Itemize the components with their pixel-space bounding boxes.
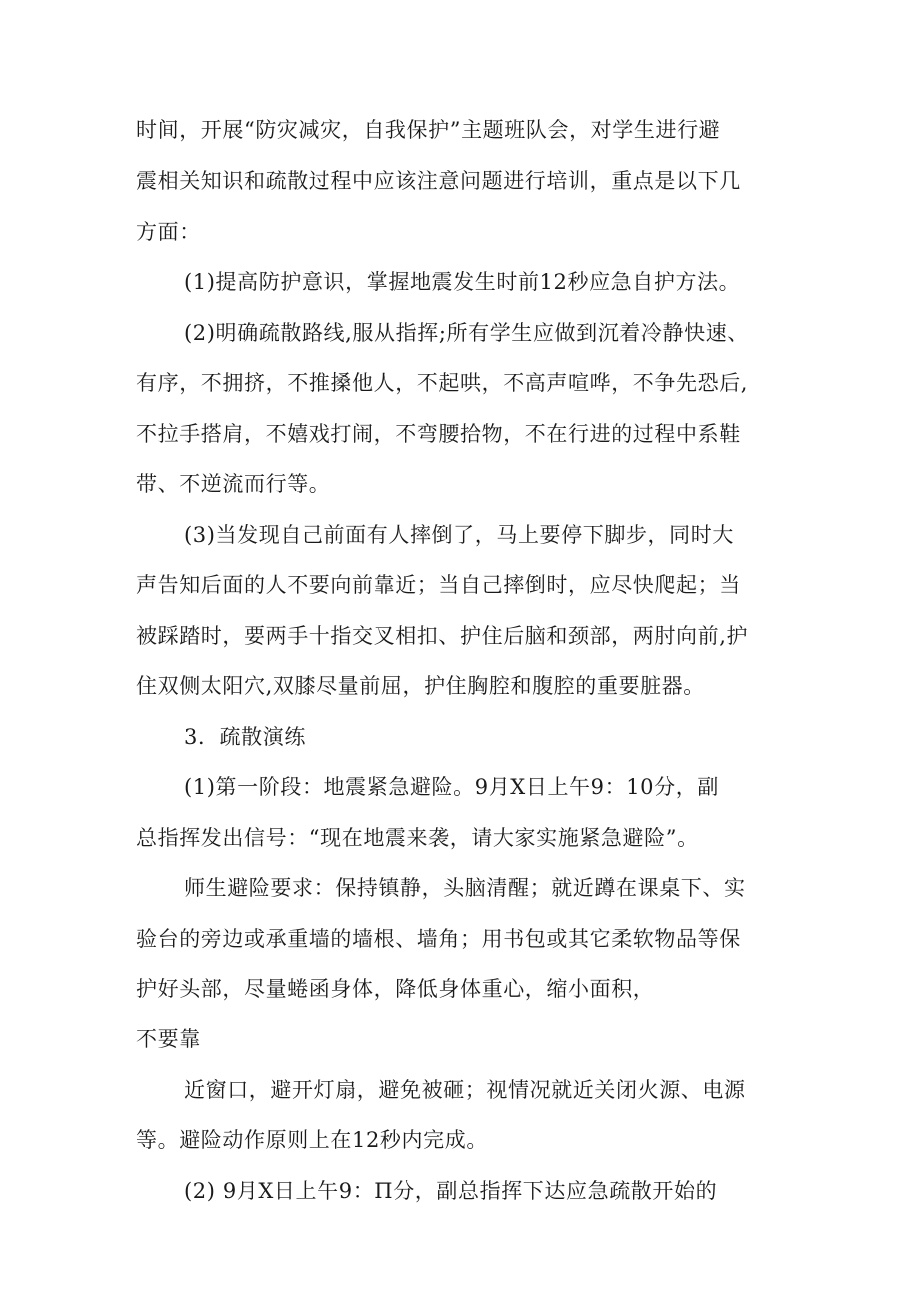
list-item-2: (2)明确疏散路线,服从指挥;所有学生应做到沉着冷静快速、 bbox=[184, 321, 749, 345]
text-line: 不要靠 bbox=[136, 1027, 201, 1051]
list-item-3: (3)当发现自己前面有人摔倒了，马上要停下脚步，同时大 bbox=[184, 523, 734, 547]
text-line: 有序，不拥挤，不推搡他人，不起哄，不高声喧哗，不争先恐后, bbox=[136, 371, 749, 395]
text-line: 护好头部，尽量蜷函身体，降低身体重心，缩小面积， bbox=[136, 977, 655, 1001]
list-item-phase-1: (1)第一阶段：地震紧急避险。9月X日上午9：10分，副 bbox=[184, 775, 719, 799]
text-line: 不拉手搭肩，不嬉戏打闹，不弯腰拾物，不在行进的过程中系鞋 bbox=[136, 422, 741, 446]
text-line: 验台的旁边或承重墙的墙根、墙角；用书包或其它柔软物品等保 bbox=[136, 927, 741, 951]
text-line: 等。避险动作原则上在12秒内完成。 bbox=[136, 1128, 488, 1152]
text-line: 声告知后面的人不要向前靠近；当自己摔倒时，应尽快爬起；当 bbox=[136, 573, 741, 597]
text-line: 带、不逆流而行等。 bbox=[136, 472, 331, 496]
text-line: 师生避险要求：保持镇静，头脑清醒；就近蹲在课桌下、实 bbox=[184, 876, 746, 900]
text-line: 被踩踏时，要两手十指交叉相扣、护住后脑和颈部，两肘向前,护 bbox=[136, 624, 749, 648]
text-line: 时间，开展“防灾减灾，自我保护”主题班队会，对学生进行避 bbox=[136, 118, 721, 142]
text-line: 方面： bbox=[136, 220, 201, 244]
text-line: 总指挥发出信号：“现在地震来袭，请大家实施紧急避险”。 bbox=[136, 826, 699, 850]
list-item-phase-2: (2) 9月X日上午9：Π分，副总指挥下达应急疏散开始的 bbox=[184, 1179, 718, 1203]
text-line: 震相关知识和疏散过程中应该注意问题进行培训，重点是以下几 bbox=[136, 169, 741, 193]
list-item-1: (1)提高防护意识，掌握地震发生时前12秒应急自护方法。 bbox=[184, 270, 741, 294]
text-line: 近窗口，避开灯扇，避免被砸；视情况就近关闭火源、电源 bbox=[184, 1078, 746, 1102]
section-heading: 3．疏散演练 bbox=[184, 725, 306, 749]
text-line: 住双侧太阳穴,双膝尽量前屈，护住胸腔和腹腔的重要脏器。 bbox=[136, 674, 705, 698]
